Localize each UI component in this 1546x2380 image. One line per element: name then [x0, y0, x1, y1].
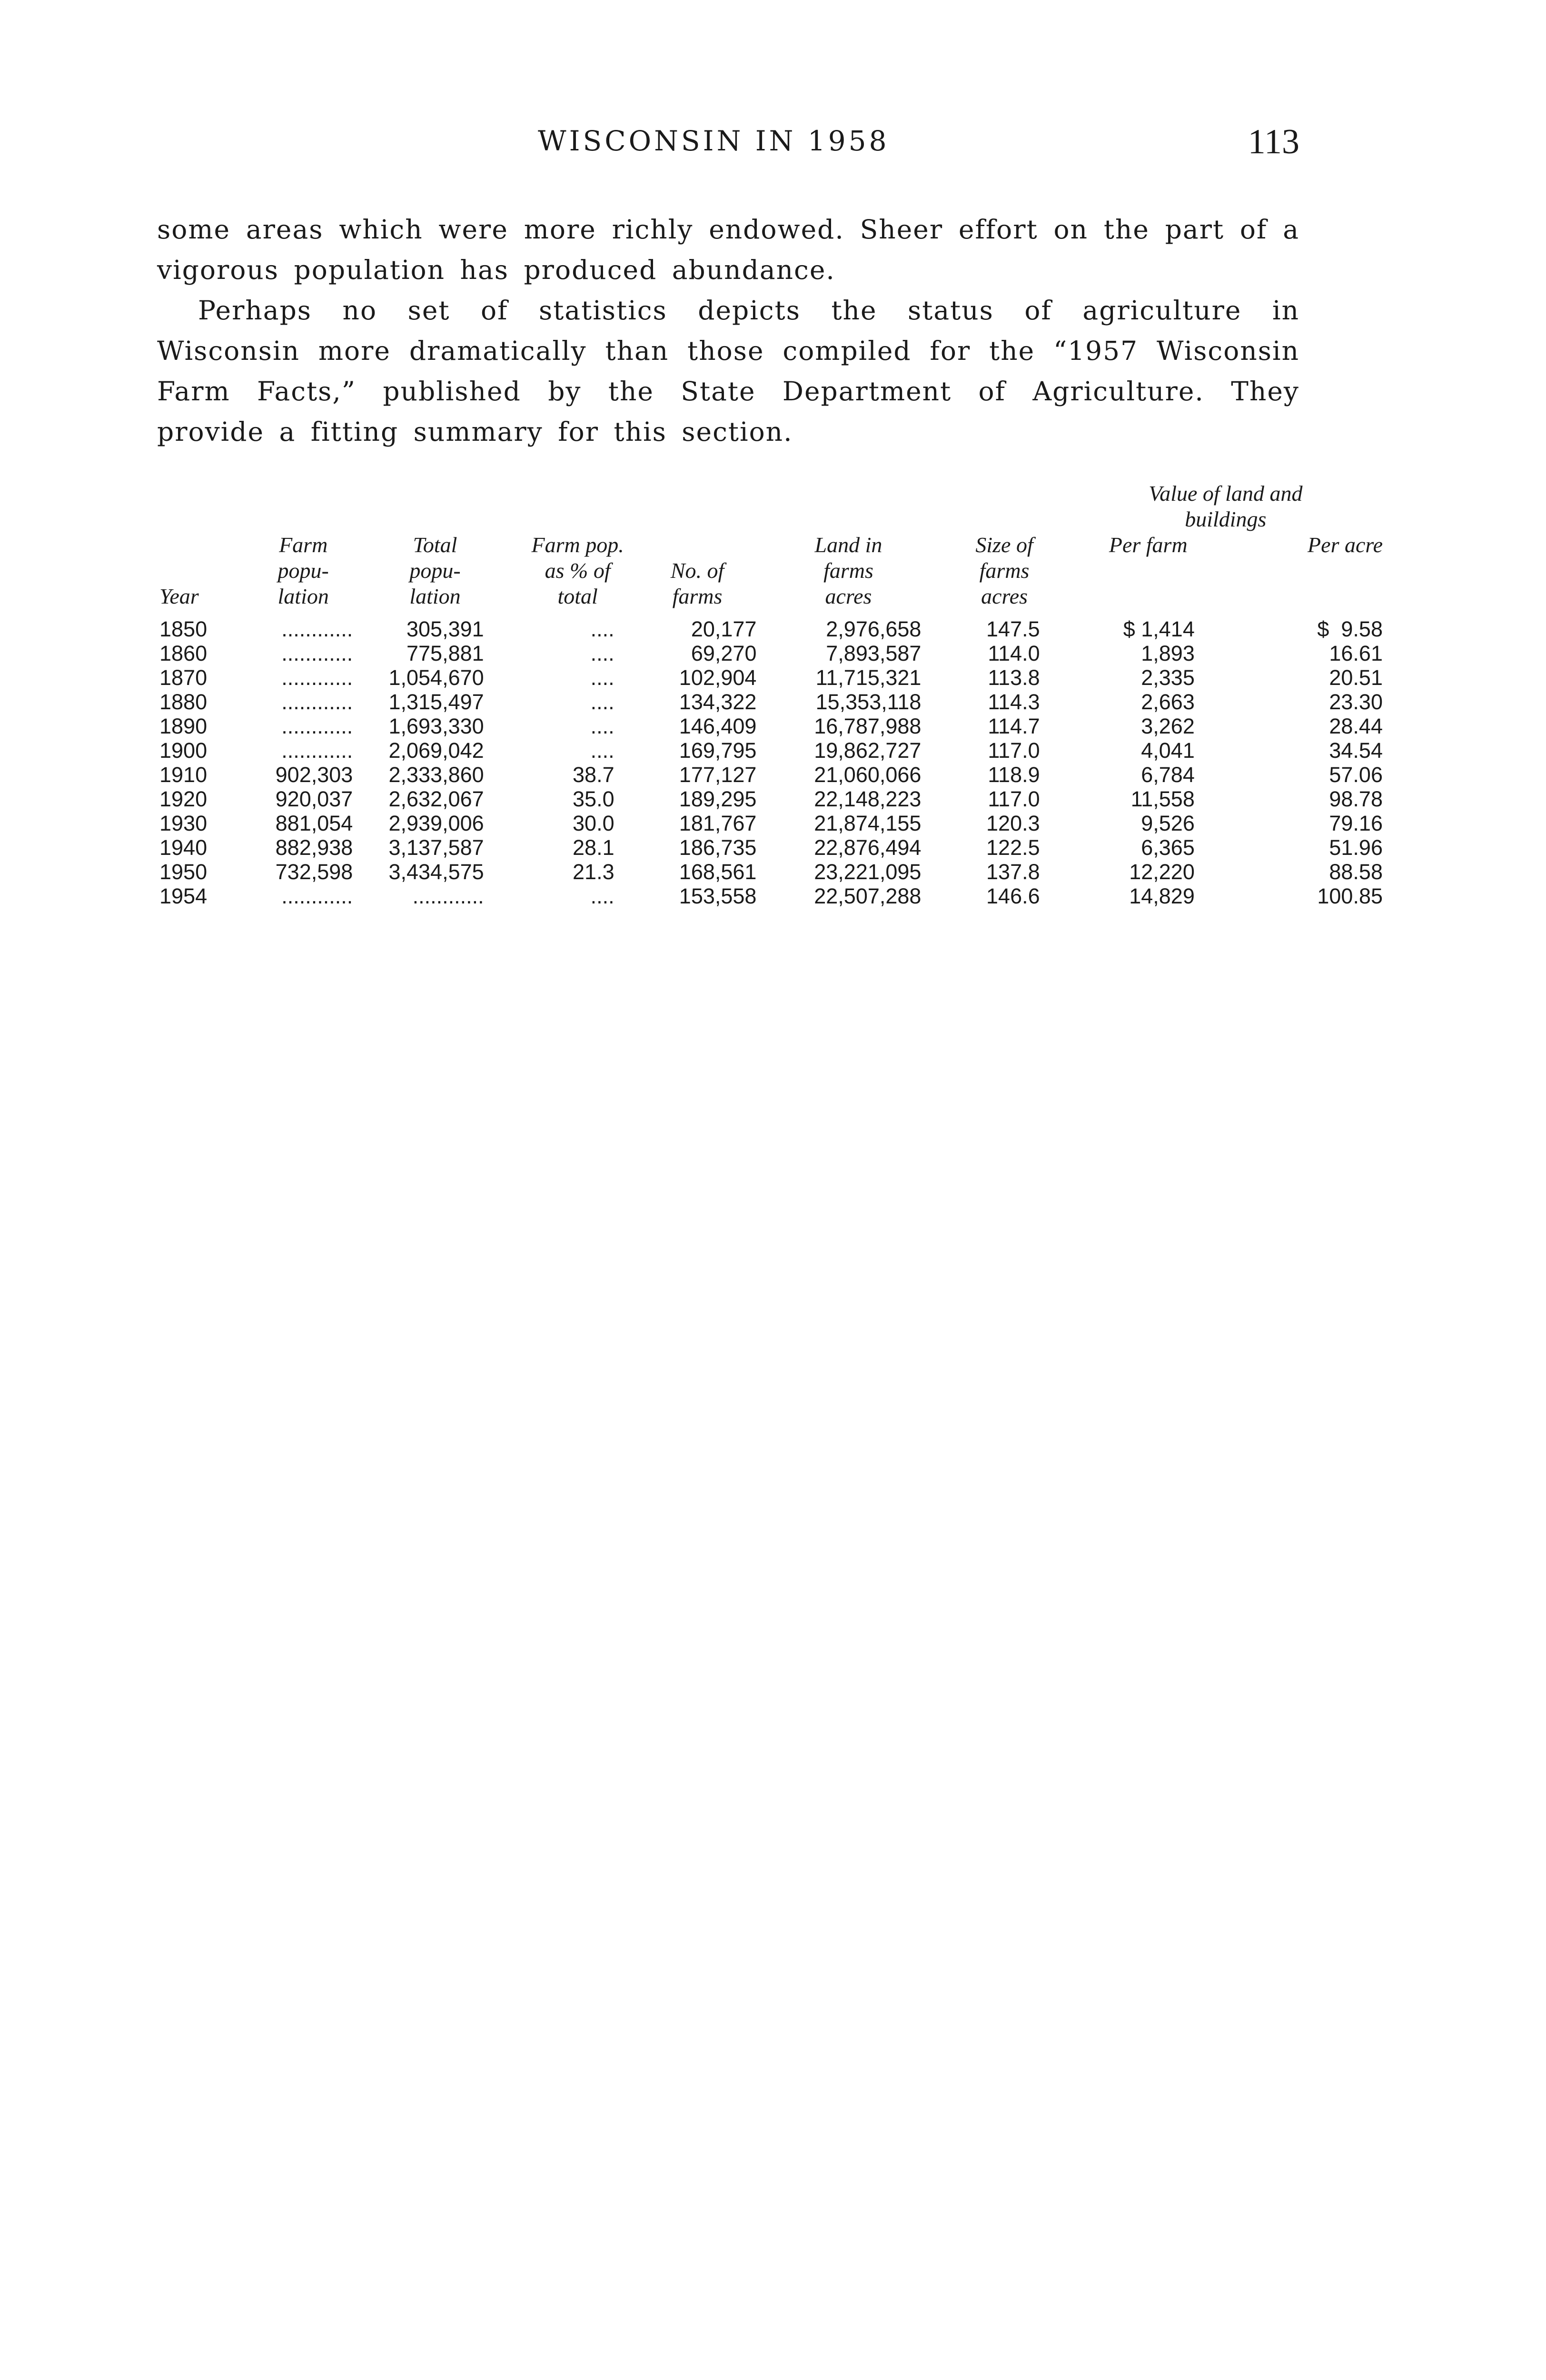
col-header-land-in-farms-line3: acres [825, 584, 872, 608]
cell-farm-pop-pct: .... [590, 617, 614, 641]
cell-total-population: ............ [412, 884, 484, 908]
cell-size-of-farms: 118.9 [988, 763, 1040, 787]
cell-year: 1940 [159, 835, 208, 860]
value-group-header [1069, 481, 1383, 532]
cell-farm-pop-pct: .... [590, 690, 614, 714]
cell-farm-pop-pct: .... [590, 665, 614, 690]
cell-per-acre: 23.30 [1329, 690, 1383, 714]
col-header-per-farm [1069, 532, 1228, 609]
col-header-land-in-farms-line1: Land in [814, 533, 882, 557]
cell-per-farm: 2,663 [1141, 690, 1195, 714]
table-row [159, 835, 1383, 860]
value-group-header-line2: buildings [1185, 507, 1267, 531]
body-text [157, 209, 1299, 452]
col-header-land-in-farms [756, 532, 940, 609]
cell-per-acre: 79.16 [1329, 811, 1383, 835]
cell-farm-population: ............ [281, 665, 353, 690]
cell-no-of-farms: 153,558 [679, 884, 757, 908]
cell-year: 1850 [159, 617, 208, 641]
cell-size-of-farms: 146.6 [986, 884, 1040, 908]
col-header-farm-pop-pct-line2: as % of [545, 558, 611, 583]
running-head: WISCONSIN IN 1958 [538, 125, 890, 157]
table-row [159, 787, 1383, 811]
cell-farm-pop-pct: 21.3 [573, 860, 614, 884]
header-row-columns [159, 532, 1383, 609]
cell-per-farm: 1,893 [1141, 641, 1195, 665]
col-header-farm-pop-pct [517, 532, 638, 609]
table-header [159, 481, 1383, 617]
cell-land-in-farms: 22,507,288 [814, 884, 922, 908]
col-header-farm-population-line2: popu- [277, 558, 329, 583]
cell-farm-population: 732,598 [275, 860, 353, 884]
cell-total-population: 1,315,497 [388, 690, 484, 714]
cell-size-of-farms: 122.5 [986, 835, 1040, 860]
cell-farm-population: 882,938 [275, 835, 353, 860]
cell-land-in-farms: 2,976,658 [826, 617, 922, 641]
col-header-total-population-line3: lation [409, 584, 461, 608]
paragraph-statistics-intro: Perhaps no set of statistics depicts the status of agriculture in Wisconsin more dramatically than those compiled for the “1957 Wisconsin Farm Facts,” published by the State Department of Agriculture. They provide a fitting summary for this section. [157, 295, 1299, 447]
cell-no-of-farms: 186,735 [679, 835, 757, 860]
cell-farm-pop-pct: 30.0 [573, 811, 614, 835]
table-row [159, 860, 1383, 884]
cell-total-population: 3,137,587 [388, 835, 484, 860]
cell-farm-population: ............ [281, 641, 353, 665]
col-header-size-of-farms-line1: Size of [975, 533, 1033, 557]
cell-farm-pop-pct: 38.7 [573, 763, 614, 787]
cell-size-of-farms: 117.0 [988, 787, 1040, 811]
cell-no-of-farms: 169,795 [679, 738, 757, 763]
table-row [159, 665, 1383, 690]
page-header [157, 122, 1299, 168]
cell-land-in-farms: 16,787,988 [814, 714, 922, 738]
col-header-no-of-farms-line1: No. of [670, 558, 724, 583]
cell-land-in-farms: 15,353,118 [815, 690, 922, 714]
col-header-farm-population-line1: Farm [279, 533, 328, 557]
cell-no-of-farms: 134,322 [679, 690, 757, 714]
cell-farm-population: ............ [281, 617, 353, 641]
cell-land-in-farms: 19,862,727 [814, 738, 922, 763]
cell-farm-pop-pct: .... [590, 884, 614, 908]
col-header-farm-population-line3: lation [277, 584, 329, 608]
cell-per-acre: $ 9.58 [1317, 617, 1383, 641]
cell-size-of-farms: 114.0 [988, 641, 1040, 665]
cell-total-population: 775,881 [406, 641, 484, 665]
col-header-no-of-farms [638, 532, 757, 609]
cell-total-population: 1,054,670 [388, 665, 484, 690]
col-header-total-population-line2: popu- [409, 558, 461, 583]
paragraph-continued: some areas which were more richly endowed. Sheer effort on the part of a vigorous population has produced abundance. [157, 214, 1299, 285]
cell-farm-population: ............ [281, 690, 353, 714]
cell-per-farm: 4,041 [1141, 738, 1195, 763]
cell-per-farm: 11,558 [1130, 787, 1195, 811]
col-header-per-farm-line1: Per farm [1109, 533, 1188, 557]
col-header-land-in-farms-line2: farms [823, 558, 873, 583]
cell-total-population: 2,333,860 [388, 763, 484, 787]
cell-per-acre: 16.61 [1329, 641, 1383, 665]
cell-per-acre: 51.96 [1329, 835, 1383, 860]
cell-per-farm: 9,526 [1141, 811, 1195, 835]
cell-land-in-farms: 21,874,155 [814, 811, 922, 835]
cell-year: 1860 [159, 641, 208, 665]
cell-per-farm: 3,262 [1141, 714, 1195, 738]
cell-farm-pop-pct: .... [590, 714, 614, 738]
cell-per-farm: 12,220 [1129, 860, 1195, 884]
cell-size-of-farms: 147.5 [986, 617, 1040, 641]
table-row [159, 641, 1383, 665]
cell-land-in-farms: 22,148,223 [814, 787, 922, 811]
cell-total-population: 2,069,042 [388, 738, 484, 763]
cell-per-farm: 14,829 [1129, 884, 1195, 908]
table-row [159, 763, 1383, 787]
table-row [159, 714, 1383, 738]
col-header-no-of-farms-line2: farms [672, 584, 723, 608]
cell-no-of-farms: 146,409 [679, 714, 757, 738]
cell-size-of-farms: 120.3 [986, 811, 1040, 835]
cell-total-population: 305,391 [406, 617, 484, 641]
cell-year: 1930 [159, 811, 208, 835]
cell-total-population: 1,693,330 [388, 714, 484, 738]
farm-statistics-table [159, 481, 1383, 908]
cell-total-population: 2,632,067 [388, 787, 484, 811]
col-header-per-acre [1228, 532, 1383, 609]
col-header-total-population-line1: Total [413, 533, 457, 557]
cell-land-in-farms: 22,876,494 [814, 835, 922, 860]
table-row [159, 617, 1383, 641]
cell-farm-pop-pct: 35.0 [573, 787, 614, 811]
cell-year: 1950 [159, 860, 208, 884]
cell-farm-pop-pct: .... [590, 738, 614, 763]
col-header-total-population [353, 532, 517, 609]
col-header-year-line1: Year [159, 584, 199, 608]
cell-per-acre: 34.54 [1329, 738, 1383, 763]
cell-no-of-farms: 102,904 [679, 665, 757, 690]
cell-per-acre: 98.78 [1329, 787, 1383, 811]
cell-size-of-farms: 114.3 [988, 690, 1040, 714]
cell-no-of-farms: 168,561 [679, 860, 757, 884]
cell-total-population: 2,939,006 [388, 811, 484, 835]
cell-no-of-farms: 177,127 [679, 763, 757, 787]
cell-per-farm: $ 1,414 [1123, 617, 1195, 641]
cell-year: 1954 [159, 884, 208, 908]
cell-per-acre: 28.44 [1329, 714, 1383, 738]
table-row [159, 884, 1383, 908]
cell-no-of-farms: 181,767 [679, 811, 757, 835]
cell-farm-population: 920,037 [275, 787, 353, 811]
cell-per-farm: 2,335 [1141, 665, 1195, 690]
cell-land-in-farms: 11,715,321 [815, 665, 922, 690]
cell-no-of-farms: 69,270 [691, 641, 757, 665]
cell-size-of-farms: 117.0 [988, 738, 1040, 763]
table-row [159, 738, 1383, 763]
table-row [159, 690, 1383, 714]
cell-land-in-farms: 21,060,066 [814, 763, 922, 787]
cell-per-acre: 57.06 [1329, 763, 1383, 787]
value-group-header-line1: Value of land and [1149, 481, 1303, 506]
header-row-group [159, 481, 1383, 532]
cell-land-in-farms: 7,893,587 [826, 641, 922, 665]
cell-size-of-farms: 113.8 [988, 665, 1040, 690]
cell-land-in-farms: 23,221,095 [814, 860, 922, 884]
col-header-year [159, 532, 254, 609]
cell-year: 1910 [159, 763, 208, 787]
col-header-per-acre-line1: Per acre [1308, 533, 1383, 557]
page-number: 113 [1248, 122, 1299, 161]
cell-farm-population: 881,054 [275, 811, 353, 835]
cell-size-of-farms: 137.8 [986, 860, 1040, 884]
cell-per-acre: 88.58 [1329, 860, 1383, 884]
col-header-farm-population [254, 532, 353, 609]
cell-year: 1880 [159, 690, 208, 714]
table-row [159, 811, 1383, 835]
cell-no-of-farms: 189,295 [679, 787, 757, 811]
cell-year: 1920 [159, 787, 208, 811]
cell-farm-population: 902,303 [275, 763, 353, 787]
cell-total-population: 3,434,575 [388, 860, 484, 884]
col-header-farm-pop-pct-line1: Farm pop. [531, 533, 624, 557]
cell-per-acre: 100.85 [1317, 884, 1383, 908]
cell-per-farm: 6,784 [1141, 763, 1195, 787]
cell-farm-population: ............ [281, 714, 353, 738]
cell-size-of-farms: 114.7 [988, 714, 1040, 738]
cell-year: 1890 [159, 714, 208, 738]
cell-farm-pop-pct: 28.1 [573, 835, 614, 860]
table-body [159, 617, 1383, 908]
col-header-farm-pop-pct-line3: total [557, 584, 598, 608]
cell-year: 1900 [159, 738, 208, 763]
cell-farm-pop-pct: .... [590, 641, 614, 665]
cell-year: 1870 [159, 665, 208, 690]
col-header-size-of-farms [940, 532, 1068, 609]
col-header-size-of-farms-line2: farms [979, 558, 1030, 583]
cell-farm-population: ............ [281, 738, 353, 763]
cell-farm-population: ............ [281, 884, 353, 908]
cell-per-farm: 6,365 [1141, 835, 1195, 860]
cell-no-of-farms: 20,177 [691, 617, 757, 641]
col-header-size-of-farms-line3: acres [981, 584, 1028, 608]
cell-per-acre: 20.51 [1329, 665, 1383, 690]
